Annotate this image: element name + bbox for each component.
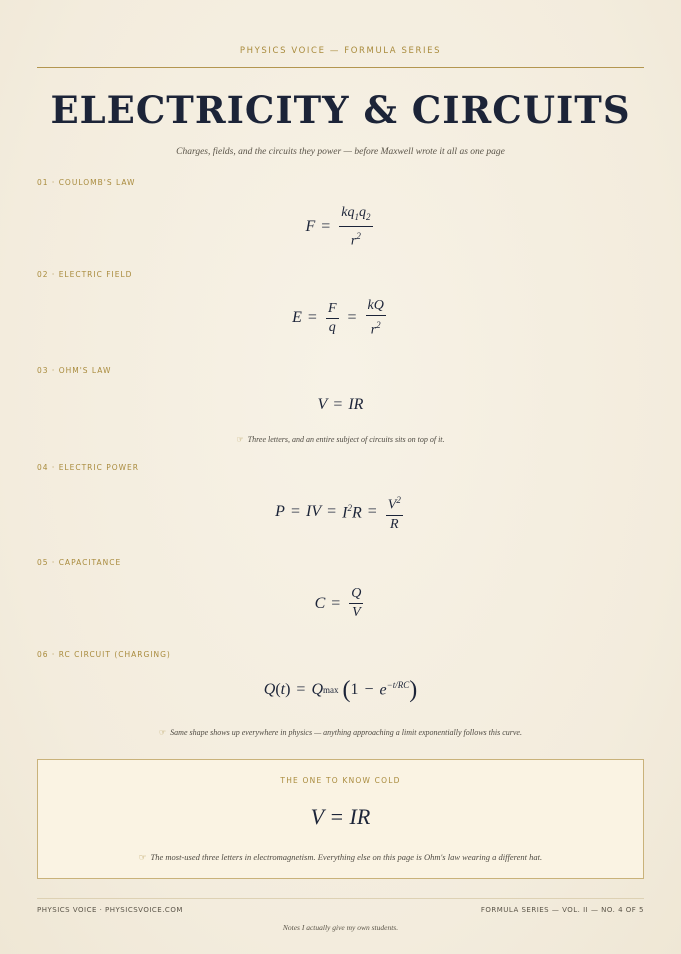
- callout-label: THE ONE TO KNOW COLD: [280, 776, 401, 785]
- callout-note-text: The most-used three letters in electromagnetism. Everything else on this page is Ohm's law wearing a different hat.: [150, 852, 543, 862]
- note-rc-circuit: [37, 728, 644, 737]
- pointing-hand-icon: ☞: [159, 728, 167, 737]
- callout-formula: V = IR: [310, 804, 371, 829]
- callout-box: [37, 759, 644, 879]
- formula-coulomb: F = $\frac{kq_1q_2}{r^2}$: [305, 205, 371, 249]
- pointing-hand-icon: ☞: [236, 435, 244, 444]
- section-label-electric-power: 04 · ELECTRIC POWER: [37, 463, 140, 472]
- note-ohms-law: [37, 435, 644, 444]
- section-label-rc-circuit: 06 · RC CIRCUIT (CHARGING): [37, 650, 171, 659]
- formula-electric-power: P = IV = $I^2R$ = $\frac{V^2}{R}$: [37, 492, 644, 533]
- formula-rc-circuit: Q ( t ) = Q max ( 1 − $e^{-t/RC}$ ): [263, 677, 418, 703]
- footer-issue: FORMULA SERIES — VOL. II — NO. 4 OF 5: [480, 906, 644, 914]
- header-divider: [37, 67, 644, 68]
- formula-ohms-law: V = IR: [317, 396, 364, 413]
- footer-note: Notes I actually give my own students.: [282, 923, 399, 932]
- note-ohms-law-text: Three letters, and an entire subject of circuits sits on top of it.: [247, 435, 445, 444]
- series-header: PHYSICS VOICE — FORMULA SERIES: [239, 46, 442, 56]
- footer-site: PHYSICS VOICE · PHYSICSVOICE.COM: [37, 906, 183, 914]
- page-subtitle: Charges, fields, and the circuits they power — before Maxwell wrote it all as one page: [176, 147, 505, 157]
- section-label-electric-field: 02 · ELECTRIC FIELD: [37, 270, 133, 279]
- page-title: ELECTRICITY & CIRCUITS: [50, 88, 631, 132]
- note-rc-circuit-text: Same shape shows up everywhere in physics — anything approaching a limit exponentially follows this curve.: [170, 728, 522, 737]
- formula-capacitance: C = $\frac{Q}{V}$: [314, 586, 362, 620]
- pointing-hand-icon: ☞: [138, 852, 147, 862]
- formula-electric-field: E = $\frac{F}{q}$ = $\frac{kQ}{r^2}$: [292, 298, 384, 338]
- footer-divider: [37, 898, 644, 899]
- formula-sheet: [37, 0, 644, 954]
- callout-note: [38, 852, 643, 863]
- section-label-capacitance: 05 · CAPACITANCE: [37, 558, 122, 567]
- section-label-ohms-law: 03 · OHM'S LAW: [37, 366, 112, 375]
- section-label-coulomb: 01 · COULOMB'S LAW: [37, 178, 136, 187]
